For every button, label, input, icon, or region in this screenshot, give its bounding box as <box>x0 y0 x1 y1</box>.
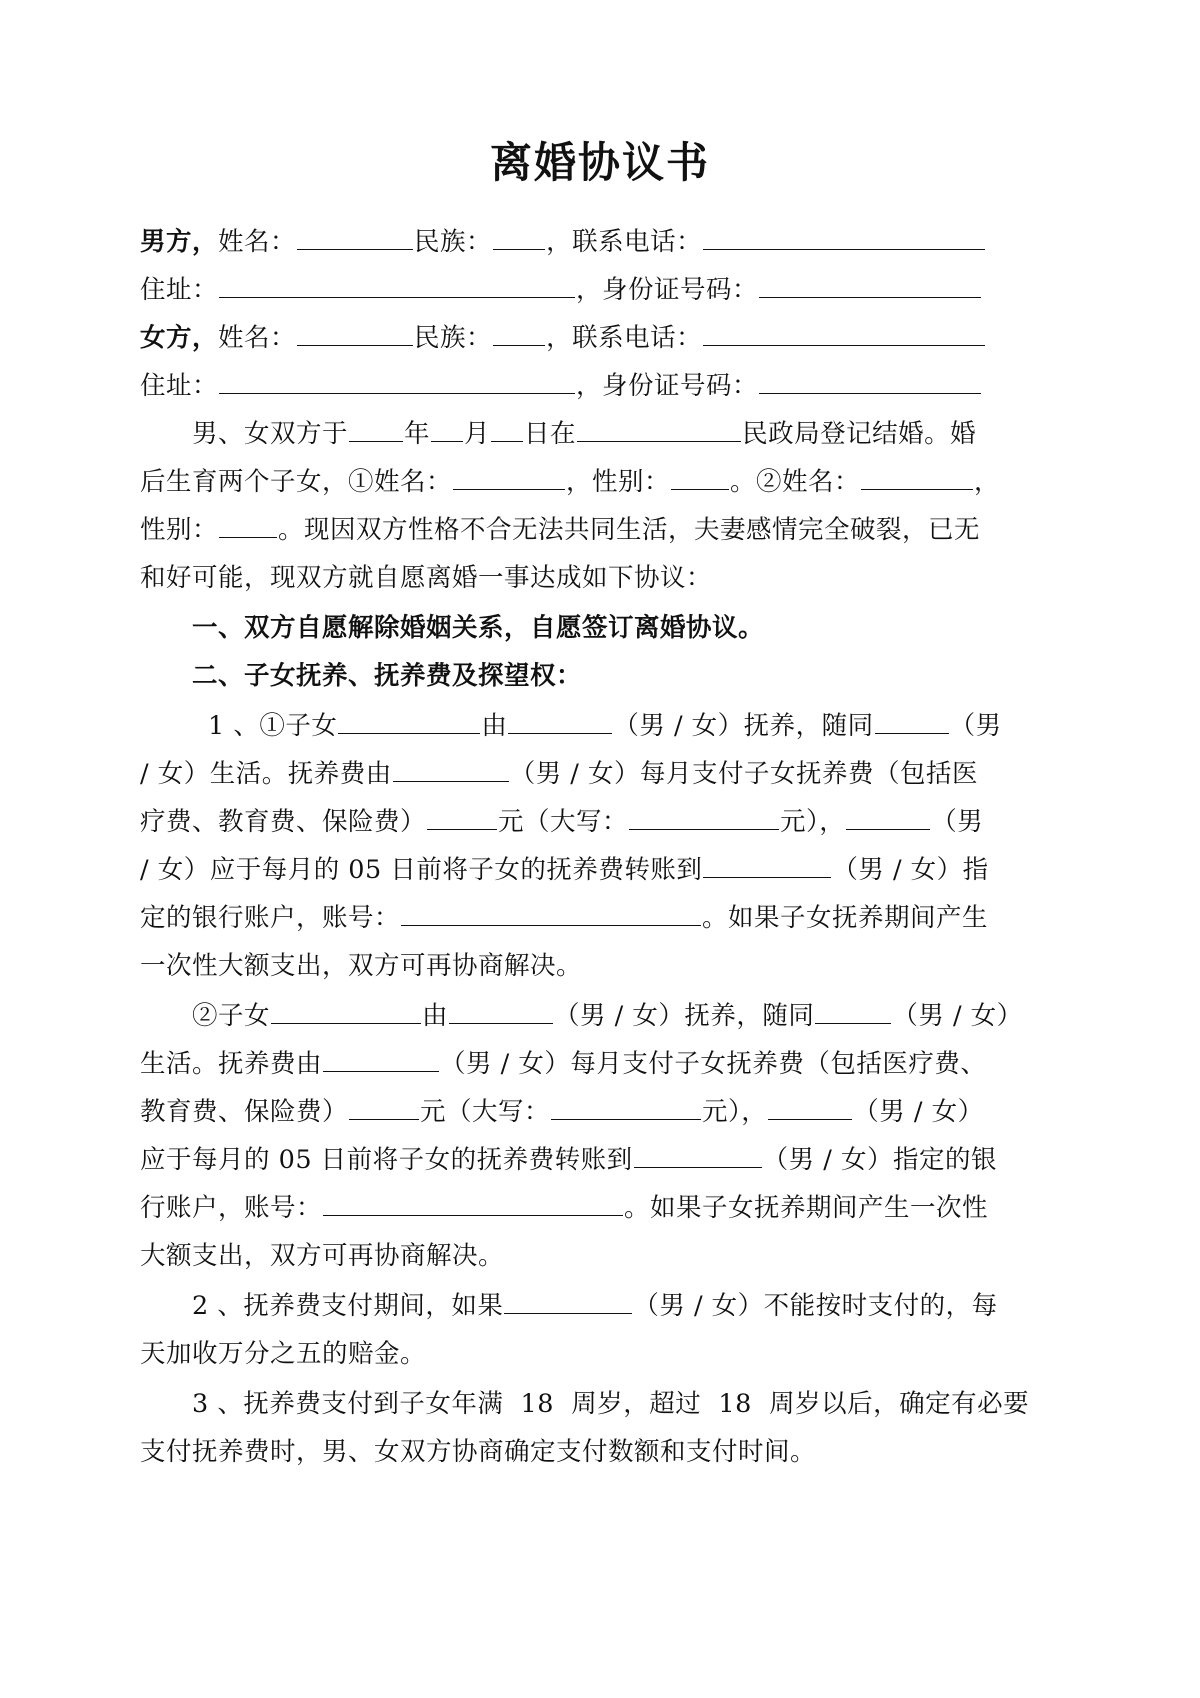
child1-payer-field[interactable] <box>393 751 509 782</box>
woman-ethnicity-blank[interactable] <box>493 315 545 346</box>
man-label: 男方 <box>140 227 193 257</box>
phone-label: ，联系电话： <box>546 323 703 353</box>
child1-line-1: 1 、①子女 由 （男 / 女）抚养，随同 （男 <box>140 702 1080 750</box>
child1-line-2: / 女）生活。抚养费由 （男 / 女）每月支付子女抚养费（包括医 <box>140 750 1080 798</box>
clause3-line-2: 支付抚养费时，男、女双方协商确定支付数额和支付时间。 <box>140 1437 817 1467</box>
child1-custodian-field[interactable] <box>508 703 612 734</box>
child1-line-3: 疗费、教育费、保险费） 元（大写： 元）， （男 <box>140 798 1080 846</box>
child2-line-6: 大额支出，双方可再协商解决。 <box>140 1241 505 1271</box>
child2-transferor-field[interactable] <box>768 1089 852 1120</box>
child2-line-1: ②子女 由 （男 / 女）抚养，随同 （男 / 女） <box>140 992 1080 1040</box>
man-address-blank[interactable] <box>219 267 575 298</box>
child2-line-3: 教育费、保险费） 元（大写： 元）， （男 / 女） <box>140 1088 1080 1136</box>
woman-label: 女方 <box>140 323 193 353</box>
child2-line-4: 应于每月的 05 日前将子女的抚养费转账到 （男 / 女）指定的银 <box>140 1136 1080 1184</box>
section-1-heading: 一、双方自愿解除婚姻关系，自愿签订离婚协议。 <box>192 613 765 643</box>
child2-amount-field[interactable] <box>349 1089 419 1120</box>
section-2-heading: 二、子女抚养、抚养费及探望权： <box>192 661 583 691</box>
phone-label: ，联系电话： <box>546 227 703 257</box>
woman-id-blank[interactable] <box>759 363 981 394</box>
child2-gender-blank[interactable] <box>219 507 277 538</box>
man-address-line <box>140 266 1080 314</box>
name-label: 姓名： <box>218 323 297 353</box>
child1-recipient-field[interactable] <box>703 847 831 878</box>
child2-recipient-field[interactable] <box>634 1137 762 1168</box>
child2-account-field[interactable] <box>323 1185 623 1216</box>
child2-line-5: 行账户，账号： 。如果子女抚养期间产生一次性 <box>140 1184 1080 1232</box>
woman-name-blank[interactable] <box>297 315 413 346</box>
man-ethnicity-blank[interactable] <box>493 219 545 250</box>
address-label: 住址： <box>140 371 219 401</box>
ethnicity-label: 民族： <box>414 227 493 257</box>
man-id-blank[interactable] <box>759 267 981 298</box>
child1-amount-words-field[interactable] <box>629 799 779 830</box>
woman-address-line <box>140 362 1080 410</box>
child1-name-field[interactable] <box>338 703 480 734</box>
child1-amount-field[interactable] <box>427 799 497 830</box>
child1-name-blank[interactable] <box>453 459 565 490</box>
clause3-line-1: 3 、抚养费支付到子女年满 18 周岁，超过 18 周岁以后，确定有必要 <box>192 1389 1030 1419</box>
clause2-line-2: 天加收万分之五的赔金。 <box>140 1339 427 1369</box>
marriage-day-blank[interactable] <box>491 411 523 442</box>
id-label: ，身份证号码： <box>576 371 759 401</box>
child2-payer-field[interactable] <box>323 1041 439 1072</box>
woman-info-line: 女方，姓名： 民族： ，联系电话： <box>140 314 1080 362</box>
civil-affairs-bureau-blank[interactable] <box>577 411 741 442</box>
id-label: ，身份证号码： <box>576 275 759 305</box>
child1-transferor-field[interactable] <box>846 799 930 830</box>
man-name-blank[interactable] <box>297 219 413 250</box>
woman-address-blank[interactable] <box>219 363 575 394</box>
child1-line-5: 定的银行账户，账号： 。如果子女抚养期间产生 <box>140 894 1080 942</box>
intro-line-1: 男、女双方于 年 月 日在 民政局登记结婚。婚 <box>140 410 1080 458</box>
child2-living-with-field[interactable] <box>815 993 891 1024</box>
intro-line-4: 和好可能，现双方就自愿离婚一事达成如下协议： <box>140 563 713 593</box>
late-payer-field[interactable] <box>504 1283 632 1314</box>
child1-living-with-field[interactable] <box>875 703 949 734</box>
child2-custodian-field[interactable] <box>449 993 553 1024</box>
child2-name-field[interactable] <box>271 993 421 1024</box>
child1-line-6: 一次性大额支出，双方可再协商解决。 <box>140 951 583 981</box>
address-label: 住址： <box>140 275 219 305</box>
clause2-line-1: 2 、抚养费支付期间，如果 （男 / 女）不能按时支付的，每 <box>140 1282 1080 1330</box>
woman-phone-blank[interactable] <box>703 315 985 346</box>
name-label: 姓名： <box>218 227 297 257</box>
child1-line-4: / 女）应于每月的 05 日前将子女的抚养费转账到 （男 / 女）指 <box>140 846 1080 894</box>
child2-name-blank[interactable] <box>861 459 973 490</box>
document-title: 离婚协议书 <box>489 138 710 187</box>
marriage-month-blank[interactable] <box>431 411 463 442</box>
marriage-year-blank[interactable] <box>349 411 403 442</box>
ethnicity-label: 民族： <box>414 323 493 353</box>
child1-account-field[interactable] <box>401 895 701 926</box>
man-info-line: 男方，姓名： 民族： ，联系电话： <box>140 218 1080 266</box>
child2-amount-words-field[interactable] <box>551 1089 701 1120</box>
intro-line-3: 性别： 。现因双方性格不合无法共同生活，夫妻感情完全破裂，已无 <box>140 506 1080 554</box>
child2-line-2: 生活。抚养费由 （男 / 女）每月支付子女抚养费（包括医疗费、 <box>140 1040 1080 1088</box>
child1-gender-blank[interactable] <box>671 459 729 490</box>
intro-line-2: 后生育两个子女，①姓名： ，性别： 。②姓名： ， <box>140 458 1080 506</box>
man-phone-blank[interactable] <box>703 219 985 250</box>
